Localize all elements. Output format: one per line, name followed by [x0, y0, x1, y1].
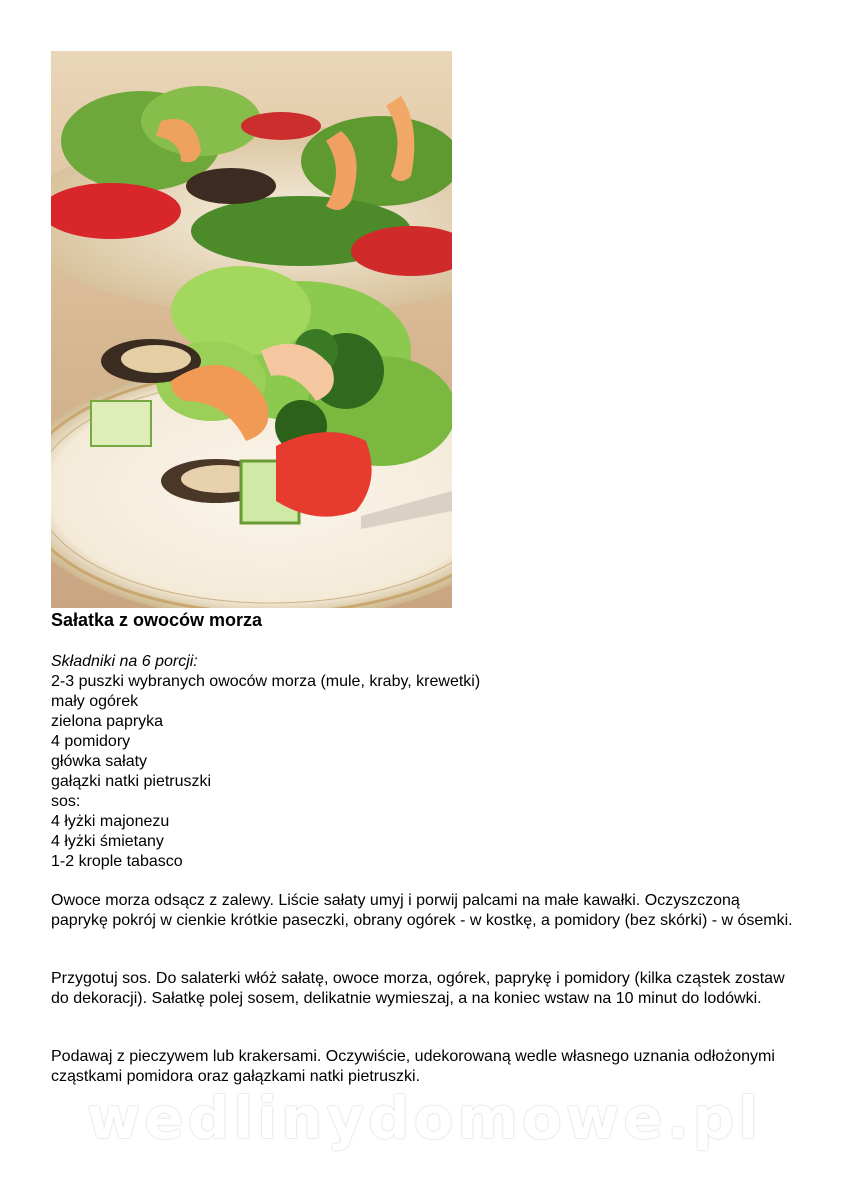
ingredient-item: 1-2 krople tabasco [51, 853, 183, 870]
step-paragraph-2: Przygotuj sos. Do salaterki włóż sałatę, owoce morza, ogórek, paprykę i pomidory (kilka cząstek zostaw do dekoracji). Sałatkę polej sosem, delikatnie wymieszaj, a na koniec wstaw na 10 minut do lodówki. [51, 970, 785, 1007]
ingredient-item: 4 łyżki śmietany [51, 833, 164, 850]
ingredient-item: 2-3 puszki wybranych owoców morza (mule, kraby, krewetki) [51, 673, 481, 690]
recipe-title: Sałatka z owoców morza [51, 610, 263, 630]
ingredient-item: 4 łyżki majonezu [51, 813, 170, 830]
step-paragraph-3: Podawaj z pieczywem lub krakersami. Oczywiście, udekorowaną wedle własnego uznania odłożonymi cząstkami pomidora oraz gałązkami natki pietruszki. [51, 1048, 775, 1085]
ingredient-item: główka sałaty [51, 753, 148, 770]
ingredients-list [51, 672, 480, 872]
site-watermark: wedlinydomowe.pl [86, 1084, 763, 1152]
ingredient-item: 4 pomidory [51, 733, 131, 750]
ingredient-item: sos: [51, 793, 81, 810]
step-paragraph-1: Owoce morza odsącz z zalewy. Liście sałaty umyj i porwij palcami na małe kawałki. Oczyszczoną paprykę pokrój w cienkie krótkie paseczki, obrany ogórek - w kostkę, a pomidory (bez skórki) - w ósemki. [51, 892, 793, 929]
ingredient-item: mały ogórek [51, 693, 139, 710]
ingredient-item: gałązki natki pietruszki [51, 773, 212, 790]
salad-photo [51, 51, 452, 608]
ingredients-section [51, 652, 480, 872]
ingredient-item: zielona papryka [51, 713, 164, 730]
ingredients-heading: Składniki na 6 porcji: [51, 653, 198, 670]
